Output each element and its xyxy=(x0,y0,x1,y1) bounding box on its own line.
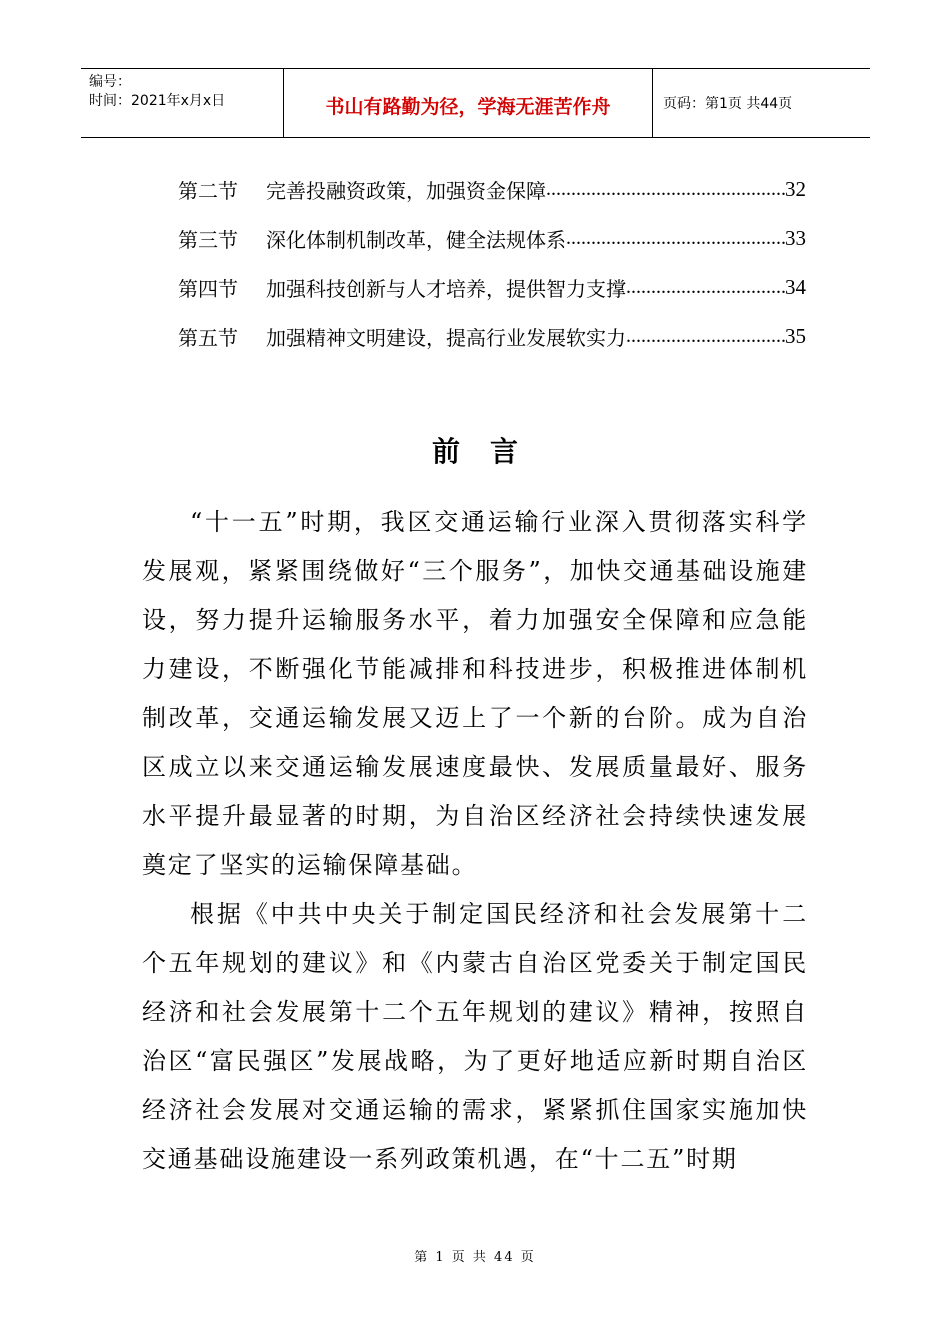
toc-page-number: 33 xyxy=(785,226,806,250)
page-footer: 第 1 页 共 44 页 xyxy=(414,1250,536,1265)
toc-section-title: 深化体制机制改革，健全法规体系 xyxy=(266,228,566,252)
document-code-label: 编号： xyxy=(89,74,131,90)
document-date: 时间：2021年x月x日 xyxy=(89,93,226,109)
toc-entry[interactable] xyxy=(178,214,806,263)
toc-page-number: 32 xyxy=(785,177,806,201)
toc-section-number: 第五节 xyxy=(178,326,238,350)
body-paragraph: 根据《中共中央关于制定国民经济和社会发展第十二个五年规划的建议》和《内蒙古自治区党委关于制定国民经济和社会发展第十二个五年规划的建议》精神，按照自治区“富民强区”发展战略，为了更好地适应新时期自治区经济社会发展对交通运输的需求，紧紧抓住国家实施加快交通基础设施建设一系列政策机遇，在“十二五”时期 xyxy=(142,900,808,1173)
toc-entry[interactable] xyxy=(178,165,806,214)
toc-entry[interactable] xyxy=(178,263,806,312)
toc-section-number: 第二节 xyxy=(178,179,238,203)
toc-leader-dots xyxy=(566,227,785,250)
page-header xyxy=(81,68,870,138)
toc-section-title: 完善投融资政策，加强资金保障 xyxy=(266,179,546,203)
toc-page-number: 35 xyxy=(785,324,806,348)
toc-leader-dots xyxy=(546,178,785,201)
header-motto-cell xyxy=(284,69,653,137)
toc-leader-dots xyxy=(626,325,785,348)
toc-entry[interactable] xyxy=(178,312,806,361)
toc-section-title: 加强科技创新与人才培养，提供智力支撑 xyxy=(266,277,626,301)
header-meta-cell xyxy=(81,69,284,137)
toc-leader-dots xyxy=(626,276,785,299)
section-heading: 前言 xyxy=(431,435,548,468)
toc-section-title: 加强精神文明建设，提高行业发展软实力 xyxy=(266,326,626,350)
header-motto: 书山有路勤为径，学海无涯苦作舟 xyxy=(325,95,611,118)
toc-section-number: 第四节 xyxy=(178,277,238,301)
toc-page-number: 34 xyxy=(785,275,806,299)
header-page-info: 页码：第1页 共44页 xyxy=(663,96,793,112)
toc-section-number: 第三节 xyxy=(178,228,238,252)
table-of-contents xyxy=(178,165,806,361)
document-body xyxy=(142,498,808,1184)
body-paragraph: “十一五”时期，我区交通运输行业深入贯彻落实科学发展观，紧紧围绕做好“三个服务”，加快交通基础设施建设，努力提升运输服务水平，着力加强安全保障和应急能力建设，不断强化节能减排和科技进步，积极推进体制机制改革，交通运输发展又迈上了一个新的台阶。成为自治区成立以来交通运输发展速度最快、发展质量最好、服务水平提升最显著的时期，为自治区经济社会持续快速发展奠定了坚实的运输保障基础。 xyxy=(142,508,808,879)
